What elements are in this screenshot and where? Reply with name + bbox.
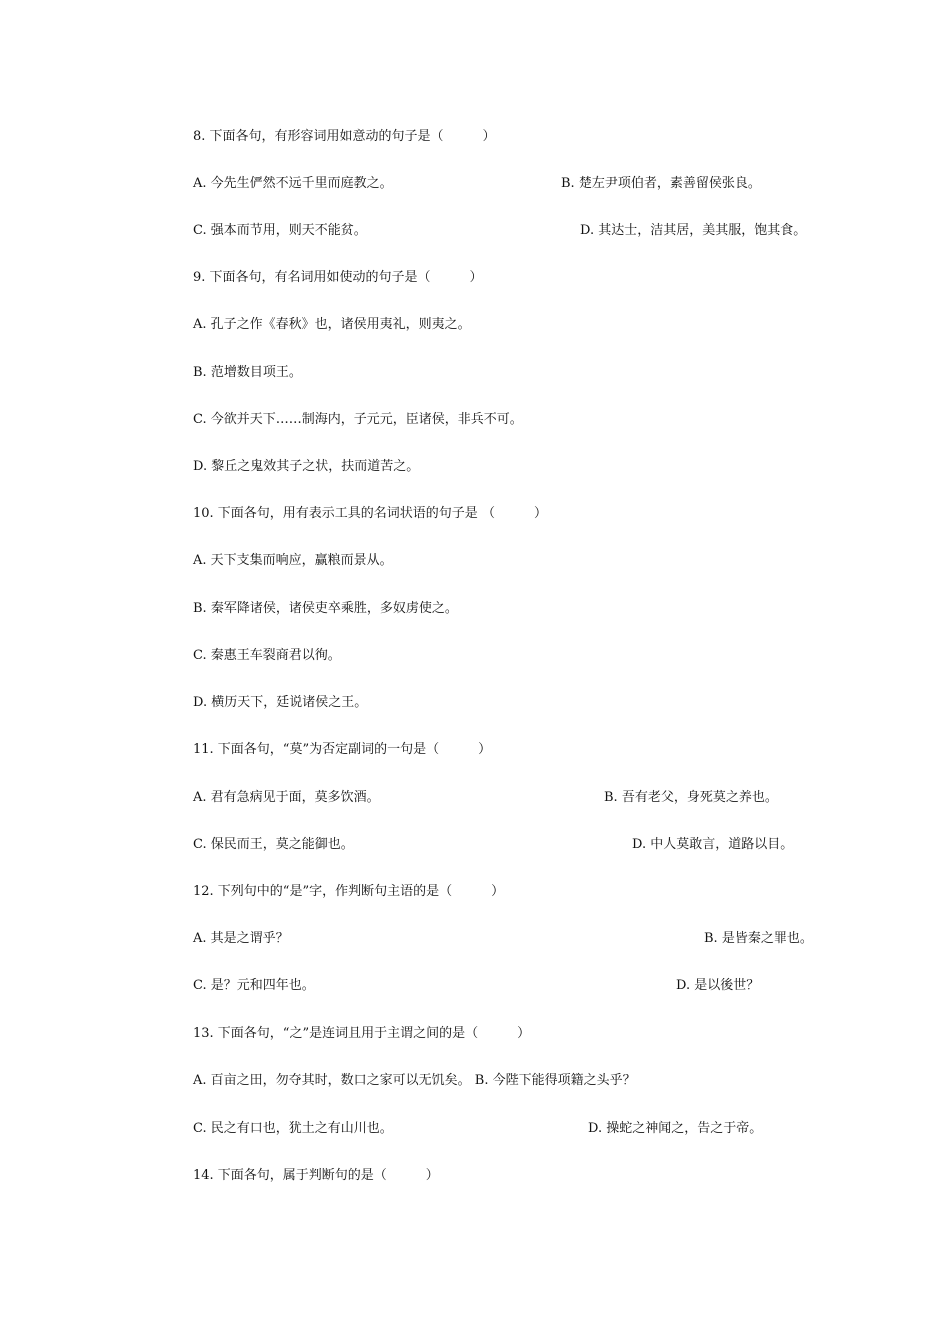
question-10-option-d: D. 横历天下，廷说诸侯之王。 [193,695,368,710]
question-11-stem: 11. 下面各句，“莫”为否定副词的一句是（ ） [193,742,492,757]
question-9-option-c: C. 今欲并天下……制海内，子元元，臣诸侯，非兵不可。 [193,412,523,427]
question-9-option-d: D. 黎丘之鬼效其子之状，扶而道苦之。 [193,459,420,474]
question-12-option-b: B. 是皆秦之罪也。 [704,931,813,946]
question-10-option-a: A. 天下支集而响应，赢粮而景从。 [193,553,393,568]
question-11-option-d: D. 中人莫敢言，道路以目。 [632,837,794,852]
question-10-option-c: C. 秦惠王车裂商君以徇。 [193,648,341,663]
question-12-option-a: A. 其是之谓乎？ [193,931,289,946]
question-11-option-c: C. 保民而王，莫之能御也。 [193,837,354,852]
question-11-option-a: A. 君有急病见于面，莫多饮酒。 [193,790,380,805]
question-13-option-d: D. 操蛇之神闻之，告之于帝。 [588,1121,763,1136]
question-9-option-a: A. 孔子之作《春秋》也，诸侯用夷礼，则夷之。 [193,317,471,332]
question-13-stem: 13. 下面各句，“之”是连词且用于主谓之间的是（ ） [193,1026,531,1041]
question-13-option-c: C. 民之有口也，犹土之有山川也。 [193,1121,393,1136]
question-14-stem: 14. 下面各句，属于判断句的是（ ） [193,1168,439,1183]
question-9-stem: 9. 下面各句，有名词用如使动的句子是（ ） [193,270,483,285]
question-12-stem: 12. 下列句中的“是”字，作判断句主语的是（ ） [193,884,505,899]
question-10-option-b: B. 秦军降诸侯，诸侯吏卒乘胜，多奴虏使之。 [193,601,458,616]
question-8-stem: 8. 下面各句，有形容词用如意动的句子是（ ） [193,129,496,144]
question-8-option-a: A. 今先生俨然不远千里而庭教之。 [193,176,393,191]
question-11-option-b: B. 吾有老父，身死莫之养也。 [604,790,778,805]
question-10-stem: 10. 下面各句，用有表示工具的名词状语的句子是 （ ） [193,506,547,521]
question-12-option-d: D. 是以後世？ [676,978,760,993]
question-8-option-d: D. 其达士，洁其居，美其服，饱其食。 [580,223,807,238]
question-13-options-ab: A. 百亩之田，勿夺其时，数口之家可以无饥矣。 B. 今陛下能得项籍之头乎？ [193,1073,636,1088]
question-12-option-c: C. 是？元和四年也。 [193,978,315,993]
question-8-option-b: B. 楚左尹项伯者，素善留侯张良。 [561,176,761,191]
question-9-option-b: B. 范增数目项王。 [193,365,302,380]
question-8-option-c: C. 强本而节用，则天不能贫。 [193,223,367,238]
